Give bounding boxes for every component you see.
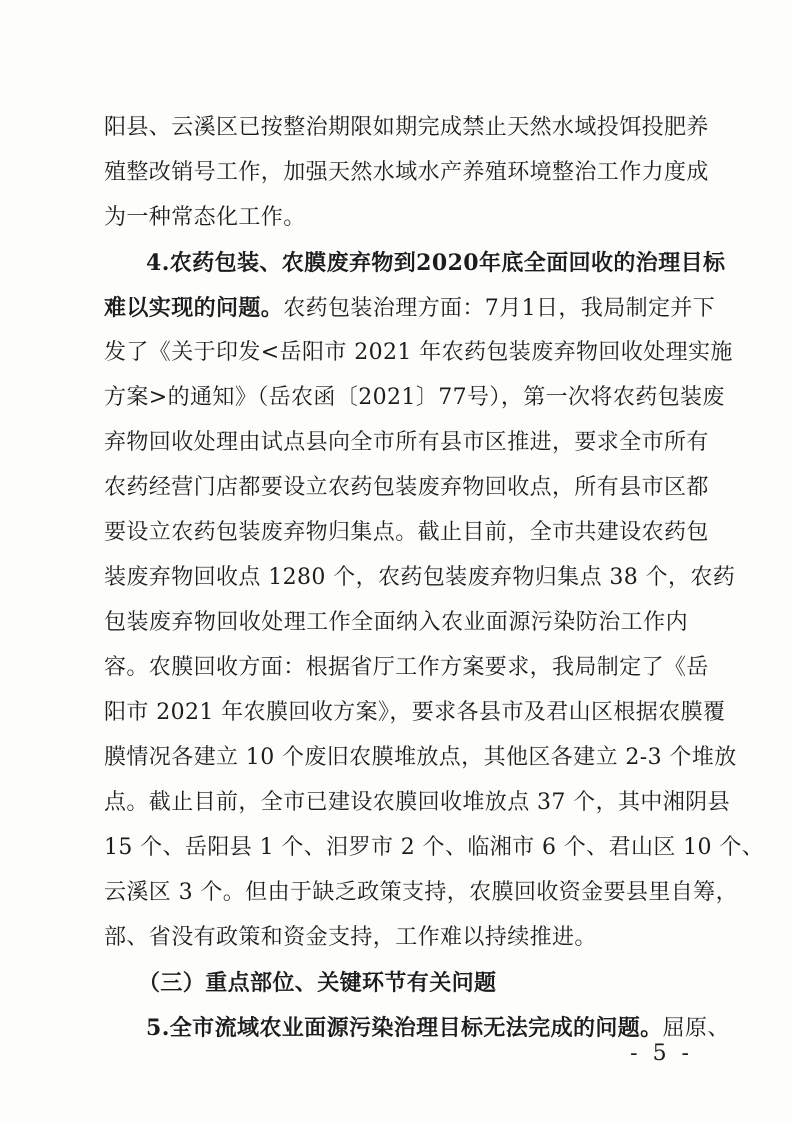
section-heading-4: [146, 241, 726, 285]
heading-bold-text: 5.全市流域农业面源污染治理目标无法完成的问题。: [146, 1015, 663, 1041]
body-text-line: 膜情况各建立 10 个废旧农膜堆放点，其他区各建立 2-3 个堆放: [104, 745, 737, 770]
subsection-heading: [138, 961, 538, 1005]
body-text-line: 发了《关于印发<岳阳市 2021 年农药包装废弃物回收处理实施: [104, 340, 733, 365]
heading-bold-text: 难以实现的问题。: [104, 295, 284, 321]
body-text-line: 要设立农药包装废弃物归集点。截止目前，全市共建设农药包: [104, 520, 709, 545]
subsection-heading-text: （三）重点部位、关键环节有关问题: [138, 970, 497, 996]
body-text-line: 部、省没有政策和资金支持，工作难以持续推进。: [104, 925, 597, 950]
paragraph-text: 农药包装治理方面：7月1日，我局制定并下: [283, 296, 716, 321]
paragraph-text: 屈原、: [662, 1016, 730, 1041]
body-text-line: 弃物回收处理由试点县向全市所有县市区推进，要求全市所有: [104, 430, 709, 455]
body-text-line: 农药经营门店都要设立农药包装废弃物回收点，所有县市区都: [104, 475, 709, 500]
body-text-line: 装废弃物回收点 1280 个，农药包装废弃物归集点 38 个，农药: [104, 565, 736, 590]
body-text-line: 包装废弃物回收处理工作全面纳入农业面源污染防治工作内: [104, 610, 688, 635]
body-text-line: 阳县、云溪区已按整治期限如期完成禁止天然水域投饵投肥养: [104, 115, 709, 140]
page-number: - 5 -: [630, 1041, 693, 1066]
body-text-line: 殖整改销号工作，加强天然水域水产养殖环境整治工作力度成: [104, 160, 709, 185]
body-text-line: 方案>的通知》（岳农函〔2021〕77号），第一次将农药包装废: [104, 385, 725, 410]
body-text-line: [104, 286, 716, 330]
body-text-line: 点。截止目前，全市已建设农膜回收堆放点 37 个，其中湘阴县: [104, 790, 730, 815]
section-heading-5: [146, 1006, 730, 1050]
body-text-line: 阳市 2021 年农膜回收方案》，要求各县市及君山区根据农膜覆: [104, 700, 726, 725]
body-text-line: 云溪区 3 个。但由于缺乏政策支持，农膜回收资金要县里自筹，: [104, 880, 738, 905]
body-text-line: 15 个、岳阳县 1 个、汨罗市 2 个、临湘市 6 个、君山区 10 个、: [104, 835, 765, 860]
body-text-line: 容。农膜回收方面：根据省厅工作方案要求，我局制定了《岳: [104, 655, 709, 680]
body-text-line: 为一种常态化工作。: [104, 205, 306, 230]
heading-bold-text: 4.农药包装、农膜废弃物到2020年底全面回收的治理目标: [146, 250, 726, 276]
